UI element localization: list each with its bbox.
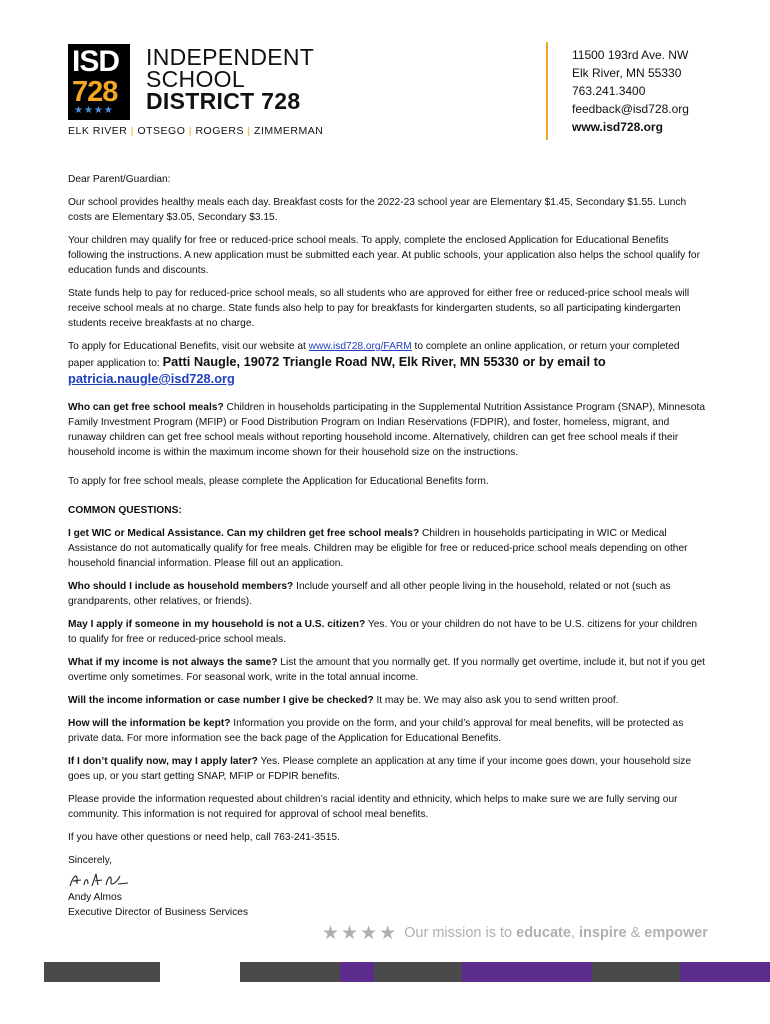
footer-bar-segment	[160, 962, 240, 982]
faq-item	[68, 754, 708, 784]
faq-question: Will the income information or case number I give be checked?	[68, 695, 374, 706]
faq-question: How will the information be kept?	[68, 718, 231, 729]
city-separator: |	[188, 125, 193, 137]
address-email[interactable]: feedback@isd728.org	[572, 102, 689, 116]
mission-ampersand: &	[626, 925, 645, 941]
faq-question: May I apply if someone in my household is not a U.S. citizen?	[68, 619, 366, 630]
district-name-line-1: INDEPENDENT	[146, 44, 315, 70]
footer-bar-segment	[340, 962, 374, 982]
faq-question: Who should I include as household members?	[68, 581, 294, 592]
free-meals-answer: Children in households participating in the Supplemental Nutrition Assistance Program (SNAP), Minnesota Family Investment Program (MFIP) or Food Distribution Program on Indian Reservations (FDPIR), and foster, homeless, migrant, and runaway children can get free school meals without reporting household income. Alternatively, children can get free school meals if their household income is within the maximum income shown for their household size on the instructions.	[68, 402, 706, 458]
signer-title: Executive Director of Business Services	[68, 907, 249, 918]
signer-name: Andy Almos	[68, 892, 122, 903]
faq-answer: It may be. We may also ask you to send written proof.	[373, 695, 619, 706]
common-questions-heading: COMMON QUESTIONS:	[68, 505, 182, 516]
signature-image	[68, 870, 708, 890]
faq-answer: Children in households participating in WIC or Medical Assistance do not automatically qualify for free meals. Children may be eligible for free or reduced-price school meals depending on other household financial information. Please fill out an application.	[68, 528, 688, 569]
footer-bar-segment	[462, 962, 592, 982]
faq-answer: Yes. Please complete an application at any time if your income goes down, your household size goes up, or you start getting SNAP, MFIP or FDPIR benefits.	[68, 756, 692, 782]
address-website[interactable]: www.isd728.org	[572, 120, 663, 134]
district-name-line-3: DISTRICT 728	[146, 88, 301, 114]
address-city: Elk River, MN 55330	[572, 66, 682, 80]
email-link[interactable]: patricia.naugle@isd728.org	[68, 371, 235, 386]
district-cities	[68, 125, 323, 137]
mailing-address: Patti Naugle, 19072 Triangle Road NW, Elk River, MN 55330 or by email to	[162, 354, 606, 369]
faq-item	[68, 617, 708, 647]
footer-color-bar	[0, 962, 770, 982]
mission-word-empower: empower	[644, 925, 708, 941]
mission-statement	[322, 922, 708, 945]
faq-answer: List the amount that you normally get. If you normally get overtime, include it, but not if you get overtime only sometimes. For seasonal work, write in the total annual income.	[68, 657, 706, 683]
faq-item	[68, 693, 708, 708]
footer-bar-segment	[374, 962, 462, 982]
mission-prefix: Our mission is to	[404, 925, 517, 941]
paragraph-apply-form: To apply for free school meals, please complete the Application for Educational Benefits form.	[68, 476, 489, 487]
city-elk-river: ELK RIVER	[68, 125, 128, 137]
apply-text-2: to complete an online application, or return your completed paper application to:	[68, 341, 680, 369]
address-street: 11500 193rd Ave. NW	[572, 48, 689, 62]
letter-body	[68, 172, 708, 920]
footer-bar-segment	[680, 962, 770, 982]
mission-word-educate: educate	[516, 925, 571, 941]
logo-isd-text: ISD	[72, 45, 120, 78]
district-address	[572, 46, 689, 136]
city-rogers: ROGERS	[195, 125, 244, 137]
paragraph-state-funds: State funds help to pay for reduced-price school meals, so all students who are approved for either free or reduced-price school meals will receive school meals at no charge. State funds also help to pay for breakfasts for kindergarten students, so all participating kindergarten students receive breakfasts at no charge.	[68, 288, 690, 329]
faq-item	[68, 526, 708, 571]
faq-question: I get WIC or Medical Assistance. Can my children get free school meals?	[68, 528, 420, 539]
city-zimmerman: ZIMMERMAN	[254, 125, 324, 137]
salutation: Dear Parent/Guardian:	[68, 174, 171, 185]
paragraph-free-meals	[68, 400, 708, 460]
paragraph-racial-identity: Please provide the information requested about children’s racial identity and ethnicity, which helps to make sure we are fully serving our community. This information is not required for approval of school meal benefits.	[68, 794, 678, 820]
logo-number-text: 728	[72, 76, 118, 108]
faq-answer: Include yourself and all other people living in the household, related or not (such as grandparents, other relatives, or friends).	[68, 581, 671, 607]
faq-question: What if my income is not always the same?	[68, 657, 278, 668]
footer-bar-segment	[592, 962, 680, 982]
city-otsego: OTSEGO	[137, 125, 186, 137]
paragraph-contact: If you have other questions or need help, call 763-241-3515.	[68, 832, 340, 843]
free-meals-question: Who can get free school meals?	[68, 402, 224, 413]
faq-item	[68, 579, 708, 609]
paragraph-qualify: Your children may qualify for free or reduced-price school meals. To apply, complete the enclosed Application for Educational Benefits following the instructions. A new application must be submitted each year. At public schools, your application also helps the school qualify for education funds and discounts.	[68, 235, 700, 276]
closing: Sincerely,	[68, 855, 112, 866]
faq-item	[68, 655, 708, 685]
farm-link[interactable]: www.isd728.org/FARM	[308, 341, 412, 352]
faq-item	[68, 716, 708, 746]
footer-bar-segment	[0, 962, 44, 982]
faq-question: If I don’t qualify now, may I apply later?	[68, 756, 258, 767]
city-separator: |	[247, 125, 251, 137]
apply-text-1: To apply for Educational Benefits, visit our website at	[68, 341, 309, 352]
paragraph-meal-costs: Our school provides healthy meals each day. Breakfast costs for the 2022-23 school year are Elementary $1.45, Secondary $1.55. Lunch costs are Elementary $3.05, Secondary $3.15.	[68, 197, 687, 223]
paragraph-how-to-apply	[68, 339, 708, 388]
logo-stars-icon: ★★★★	[74, 105, 114, 116]
faq-answer: Information you provide on the form, and your child’s approval for meal benefits, will be protected as private data. For more information see the back page of the Application for Educational Benefits.	[68, 718, 684, 744]
district-name-line-2: SCHOOL	[146, 66, 245, 92]
address-phone: 763.241.3400	[572, 84, 646, 98]
mission-word-inspire: inspire	[579, 925, 627, 941]
district-name	[146, 46, 314, 112]
mission-separator: ,	[570, 925, 580, 941]
mission-stars-icon: ★★★★	[322, 923, 399, 944]
footer-bar-segment	[44, 962, 160, 982]
city-separator: |	[130, 125, 135, 137]
faq-answer: Yes. You or your children do not have to be U.S. citizens for your children to qualify for free or reduced-price school meals.	[68, 619, 698, 645]
header-divider	[546, 42, 548, 140]
district-logo	[68, 44, 130, 120]
footer-bar-segment	[240, 962, 340, 982]
